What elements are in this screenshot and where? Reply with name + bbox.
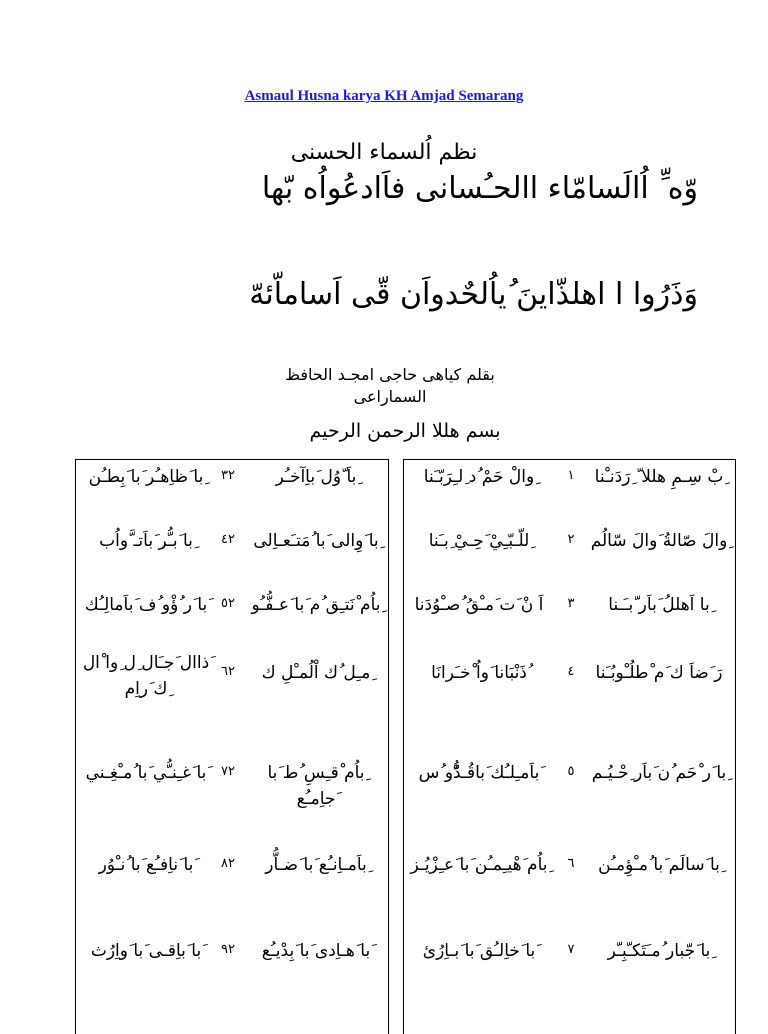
name-cell: ِبا َظاِهـُر َبا َبِطـُن <box>88 467 204 487</box>
name-cell: ِبا َبـُّر َباَتـ َّواُب <box>99 531 193 551</box>
row-number: ٦ <box>567 856 575 871</box>
row-number: ٣٢ <box>221 468 235 483</box>
name-cell: َبا َر ُؤْو ُف َباَمالِـُك <box>84 595 208 615</box>
name-cell: ِبا اَهللُ َباَر ّبـَـنا <box>608 595 710 615</box>
name-cell: َبا َخاِلـُق َبا َبـاِرُئ <box>422 941 536 961</box>
author-name: بقلم كياهى حاجى امجـد الحافظ <box>285 365 495 384</box>
row-number: ٣ <box>567 596 575 611</box>
basmala: بسم هللا الرحمن الرحيم <box>309 420 501 442</box>
name-cell: َذاال َجـَال ِل ِوا ْال ِك َراِم <box>82 653 210 699</box>
name-cell: ِمـِل ُك اْلُمـْلِ ك <box>261 663 371 683</box>
row-number: ١ <box>567 468 575 483</box>
name-cell: ِبا َر ْحَم ُن َباَر ِحْـيُـم <box>591 763 727 783</box>
poem-title: نظم اُلسماء الحسنى <box>290 140 478 165</box>
name-cell: رَ َضاَ ك َم ْطلُـْوبُـَنا <box>595 663 723 683</box>
row-number: ٧٢ <box>221 764 235 779</box>
author-credit <box>240 364 540 408</box>
row-number: ٨٢ <box>221 856 235 871</box>
poem-line-2: وَذَرُوا ا اهلذّاينَ ُياُلحٌدواَن قّى اَساماّئهّ <box>249 277 698 312</box>
name-cell: ِوالْ حَمْ ُد ِلـِرَبّـَنا <box>423 467 535 487</box>
document-title-link[interactable]: Asmaul Husna karya KH Amjad Semarang <box>244 88 524 104</box>
row-number: ٩٢ <box>221 942 235 957</box>
name-cell: اَ نْ َت َمـْقُ ُصـْوُدَنا <box>414 595 544 615</box>
name-cell: ِباُم ْنَتـِق ُم َبا َعـفُّـُو <box>251 595 381 615</box>
name-cell: ِباَمـاِنـُع َبا َضـاُّر <box>265 855 367 875</box>
name-cell: ِبْ سِـمِ هللا ّ ِرَدَنـْنا <box>594 467 724 487</box>
author-origin: السماراعى <box>353 387 427 406</box>
name-cell: َبا َهـاِدى َبا َبِدْيـُع <box>261 941 371 961</box>
name-cell: ِوالَ صّالةُ َوالَ سّالُم <box>590 531 728 551</box>
name-cell: ِباَ ّوُل َباِآخـُر <box>275 467 357 487</box>
poem-line-1: وّه ِّ اُالَسامّاء االحـُسانى فاَادعُواُه بّها <box>261 171 698 206</box>
row-number: ٦٢ <box>221 664 235 679</box>
asmaul-husna-table-left <box>75 459 389 1034</box>
name-cell: َباَمـِلـُك َباقُـدُّْو ُس <box>418 763 540 783</box>
name-cell: َبا َباِقـى َبا َواِرُث <box>90 941 202 961</box>
name-cell: َبا َناِفـُع َبا ُنـْوُر <box>98 855 194 875</box>
row-number: ٤٢ <box>221 532 235 547</box>
name-cell: ِباُم َهْيـِمـُن َبا َعـِزْيُـز <box>410 855 548 875</box>
asmaul-husna-table-right <box>403 459 736 1034</box>
name-cell: ِبا َسالَم َبا ُمـْؤِمـُن <box>598 855 720 875</box>
row-number: ٥ <box>567 764 575 779</box>
name-cell: ِبا َجّبار ُمـَتَكـّبِـّر <box>607 941 711 961</box>
row-number: ٢ <box>567 532 575 547</box>
name-cell: ِباُم ْقـِسِ ُط َبا َجاِمـُع <box>267 763 365 809</box>
row-number: ٤ <box>567 664 575 679</box>
name-cell: ِبا َوِالى َبا ُمَتـَعـاِلى <box>253 531 379 551</box>
row-number: ٧ <box>567 942 575 957</box>
name-cell: ُذَنْبَانا َواُ ْخـَرانَا <box>431 663 527 683</box>
name-cell: َبا َغـِنـُّي َبا ُمـْغِـني <box>85 763 207 783</box>
name-cell: ِللّـبّـِيْ َحِـيْ ِبـَنا <box>428 531 530 551</box>
row-number: ٥٢ <box>221 596 235 611</box>
